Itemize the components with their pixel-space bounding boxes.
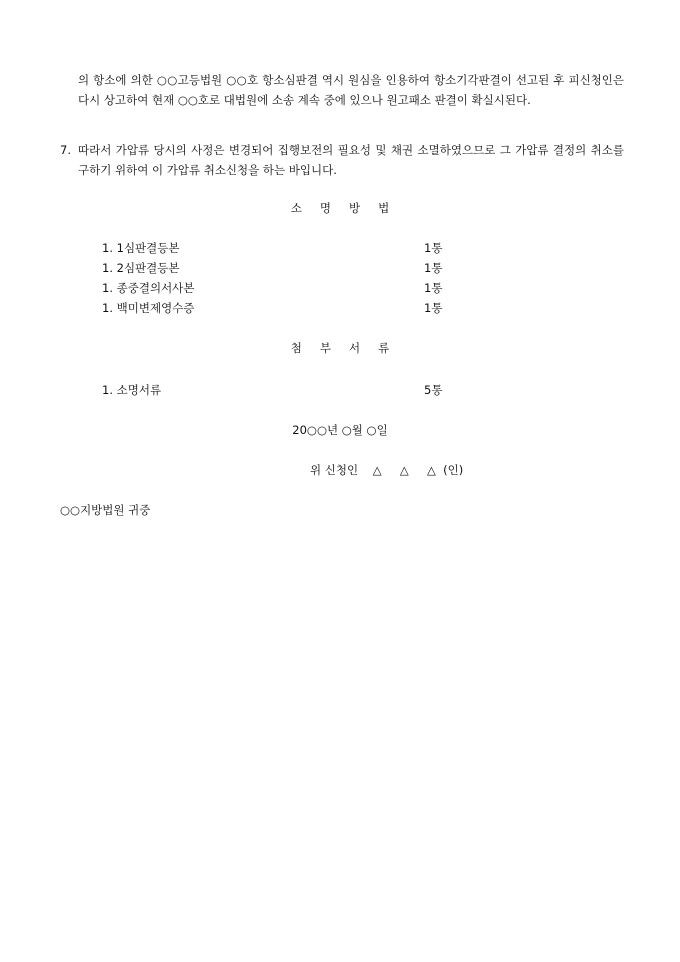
evidence-item-qty: 1통 bbox=[424, 301, 443, 315]
evidence-item bbox=[102, 238, 462, 258]
attachment-item-qty: 5통 bbox=[424, 383, 443, 397]
attachments-list bbox=[102, 380, 462, 400]
item-7-text: 따라서 가압류 당시의 사정은 변경되어 집행보전의 필요성 및 채권 소멸하였으므로 그 가압류 결정의 취소를 구하기 위하여 이 가압류 취소신청을 하는 바입니다. bbox=[78, 143, 624, 177]
evidence-item-qty: 1통 bbox=[424, 241, 443, 255]
attachments-heading-char: 첨 bbox=[290, 341, 302, 355]
attachments-heading-char: 서 bbox=[349, 341, 361, 355]
attachments-heading-char: 부 bbox=[319, 341, 331, 355]
attachment-item bbox=[102, 380, 462, 400]
evidence-item-name: 1. 종중결의서사본 bbox=[102, 281, 195, 295]
court-addressee: ○○지방법원 귀중 bbox=[60, 503, 151, 517]
evidence-list bbox=[102, 238, 462, 318]
evidence-heading-char: 명 bbox=[319, 201, 331, 215]
item-7-number: 7. bbox=[60, 143, 71, 157]
evidence-item-name: 1. 2심판결등본 bbox=[102, 261, 180, 275]
evidence-item bbox=[102, 298, 462, 318]
evidence-heading bbox=[0, 200, 680, 216]
evidence-heading-char: 방 bbox=[349, 201, 361, 215]
paragraph-continuation bbox=[78, 70, 624, 110]
evidence-item-qty: 1통 bbox=[424, 281, 443, 295]
paragraph-item-7 bbox=[60, 140, 624, 180]
attachments-heading bbox=[0, 340, 680, 356]
applicant-signature-line: 위 신청인 △ △ △ (인) bbox=[310, 463, 464, 477]
evidence-item-qty: 1통 bbox=[424, 261, 443, 275]
evidence-heading-char: 법 bbox=[378, 201, 390, 215]
paragraph-continuation-text: 의 항소에 의한 ○○고등법원 ○○호 항소심판결 역시 원심을 인용하여 항소기각판결이 선고된 후 피신청인은 다시 상고하여 현재 ○○호로 대법원에 소송 계속 중에 있으나 원고패소 판결이 확실시된다. bbox=[78, 73, 624, 107]
document-date: 20○○년 ○월 ○일 bbox=[292, 423, 388, 437]
attachment-item-name: 1. 소명서류 bbox=[102, 383, 162, 397]
evidence-heading-char: 소 bbox=[290, 201, 302, 215]
evidence-item bbox=[102, 258, 462, 278]
evidence-item bbox=[102, 278, 462, 298]
evidence-item-name: 1. 1심판결등본 bbox=[102, 241, 180, 255]
attachments-heading-char: 류 bbox=[378, 341, 390, 355]
evidence-item-name: 1. 백미변제영수증 bbox=[102, 301, 195, 315]
